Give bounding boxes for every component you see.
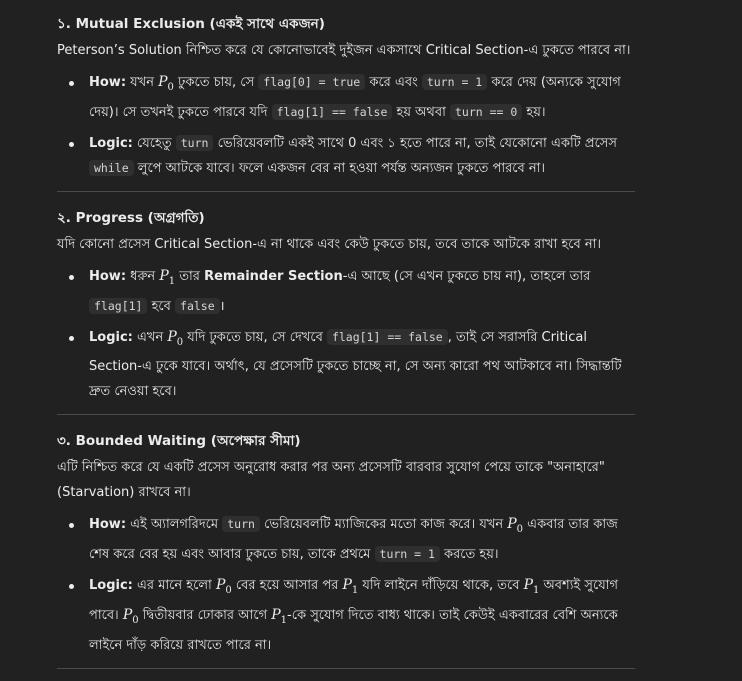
math-var [342,577,359,596]
math-var [158,74,174,93]
math-var [122,606,139,626]
math-symbol: P [167,328,177,345]
text: করে এবং [365,75,422,90]
math-var [167,328,184,348]
bullet-list [57,70,635,181]
math-subscript: 1 [168,275,176,287]
text: হয়। [522,104,546,120]
math-symbol: P [159,267,169,284]
text: করে দেয় (অন্যকে সুযোগ দেয়)। সে তখনই ঢুকতে পারবে যদি [89,75,621,120]
math-symbol: P [507,516,517,533]
text: বের হয়ে আসার পর [231,578,343,594]
point-label: Logic: [89,329,133,345]
text: অবশ্যই সুযোগ পাবে। [89,578,618,623]
math-subscript: 1 [280,614,288,626]
text: যদি ঢুকতে চায়, সে দেখবে [183,329,327,345]
math-subscript: 0 [132,614,139,626]
inline-code: turn = 1 [375,546,440,562]
text: যেহেতু [132,135,176,151]
math-var [507,516,524,536]
document-content [57,10,635,681]
text: -কে সুযোগ দিতে বাধ্য থাকে। তাই কেউই একবারের বেশি অন্যকে লাইনে দাঁড় করিয়ে রাখতে পারে না। [89,607,618,653]
text: এর মানে হলো [132,578,216,594]
math-subscript: 1 [351,584,359,596]
section-progress [57,204,635,405]
section-mutual-exclusion [57,10,635,181]
section-intro: এটি নিশ্চিত করে যে একটি প্রসেস অনুরোধ করার পর অন্য প্রসেসটি বারবার সুযোগ পেয়ে তাকে "অনাহারে" (Starvation) রাখবে না। [57,460,605,501]
math-subscript: 0 [176,336,184,348]
section-divider [57,668,635,669]
bullet-list [57,512,635,657]
text: দ্বিতীয়বার ঢোকার আগে [138,607,272,623]
math-var [159,267,176,287]
math-var [523,577,540,596]
text: , তাই সে সরাসরি Critical Section-এ ঢুকে যাবে। অর্থাৎ, যে প্রসেসটি ঢুকতে চাচ্ছে না, সে অন্য কারো পথ আটকাবে না। সিদ্ধান্তটি দ্রুত নেওয়া হবে। [89,329,622,400]
list-item [57,264,635,319]
inline-code: false [175,298,220,314]
list-item [57,325,635,405]
inline-code: turn [222,516,260,532]
inline-code: turn = 1 [422,74,487,90]
inline-code: while [89,160,134,176]
text: -এ আছে (সে এখন ঢুকতে চায় না), তাহলে তার [342,268,591,284]
text: একবার তার কাজ শেষ করে বের হয় এবং আবার ঢুকতে চায়, তাকে প্রথমে [89,517,618,563]
math-var [215,577,232,596]
text: যদি লাইনে দাঁড়িয়ে থাকে, তবে [358,578,524,594]
math-subscript: 1 [533,584,540,596]
list-item [57,512,635,567]
section-title: ৩. Bounded Waiting (অপেক্ষার সীমা) [57,433,301,450]
section-divider [57,191,635,192]
point-label: Logic: [89,578,133,594]
text: লুপে আটকে যাবে। ফলে একজন বের না হওয়া পর্যন্ত অন্যজন ঢুকতে পারবে না। [133,160,546,176]
section-bounded-waiting [57,427,635,657]
math-symbol: P [342,577,352,594]
text: তার [175,268,205,284]
bold-text: Remainder Section [204,268,343,284]
text: এখন [132,329,168,345]
math-subscript: 0 [516,524,524,536]
point-label: How: [89,517,127,533]
text: ঢুকতে চায়, সে [173,75,259,90]
math-subscript: 0 [225,584,232,596]
inline-code: flag[1] == false [327,329,448,345]
inline-code: turn [176,135,214,151]
text: ভেরিয়েবলটি ম্যাজিকের মতো কাজ করে। যখন [259,517,508,533]
point-label: Logic: [89,135,133,151]
section-intro: যদি কোনো প্রসেস Critical Section-এ না থাকে এবং কেউ ঢুকতে চায়, তবে তাকে আটকে রাখা হবে না। [57,236,602,252]
math-symbol: P [215,577,226,594]
text: হবে [147,298,176,314]
list-item [57,131,635,181]
section-title: ২. Progress (অগ্রগতি) [57,209,205,226]
math-subscript: 0 [167,81,174,93]
point-label: How: [89,268,127,284]
list-item [57,573,635,658]
text: করতে হয়। [439,547,499,563]
text: এই অ্যালগরিদমে [126,517,223,533]
section-divider [57,414,635,415]
inline-code: flag[1] == false [272,104,393,120]
math-symbol: P [271,606,281,623]
inline-code: flag[0] = true [258,74,365,90]
math-symbol: P [523,577,534,594]
inline-code: turn == 0 [450,104,522,120]
math-symbol: P [158,74,168,90]
text: ভেরিয়েবলটি একই সাথে 0 এবং ১ হতে পারে না, তাই যেকোনো একটি প্রসেস [213,135,617,151]
inline-code: flag[1] [89,298,147,314]
text: ধরুন [126,268,160,284]
text: । [219,298,225,314]
list-item [57,70,635,125]
section-title: ১. Mutual Exclusion (একই সাথে একজন) [57,16,325,32]
section-intro: Peterson’s Solution নিশ্চিত করে যে কোনোভাবেই দুইজন একসাথে Critical Section-এ ঢুকতে পারবে না। [57,43,631,58]
point-label: How: [89,75,127,90]
bullet-list [57,264,635,405]
text: যখন [126,75,159,90]
math-var [271,606,288,626]
text: হয় অথবা [392,104,450,120]
math-symbol: P [122,606,133,623]
